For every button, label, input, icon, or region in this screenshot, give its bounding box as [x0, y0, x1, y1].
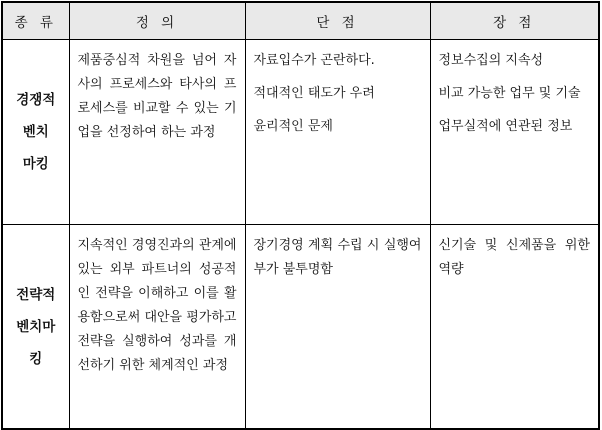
advantage-item: 비교 가능한 업무 및 기술: [438, 86, 581, 101]
disadvantage-cell: [245, 225, 430, 430]
advantage-cell: [430, 40, 599, 225]
benchmarking-table: [1, 1, 600, 430]
type-label-line: 벤치: [22, 124, 49, 140]
header-advantage: 장 점: [430, 2, 599, 40]
table-row: [2, 225, 599, 430]
type-label-line: 전략적: [16, 286, 56, 303]
advantage-item: 업무실적에 연관된 정보: [438, 119, 573, 134]
disadvantage-item: 윤리적인 문제: [253, 119, 333, 134]
disadvantage-cell: [245, 40, 430, 225]
type-cell: [2, 225, 69, 430]
header-disadvantage: 단 점: [245, 2, 430, 40]
disadvantage-item: 장기경영 계획 수립 시 실행여부가 불투명함: [253, 238, 422, 277]
advantage-item: 정보수집의 지속성: [438, 53, 544, 68]
type-label-line: 벤치마: [16, 318, 56, 335]
type-cell: [2, 40, 69, 225]
type-label-line: 경쟁적: [16, 92, 56, 108]
type-label-line: 킹: [29, 350, 43, 367]
table-row: [2, 40, 599, 225]
definition-text: 지속적인 경영진과의 관계에 있는 외부 파트너의 성공적인 전략을 이해하고 이를 활용함으로써 대안을 평가하고 전략을 실행하여 성과를 개선하기 위한 체계적인 과정: [77, 238, 237, 373]
type-label-line: 마킹: [22, 156, 49, 172]
advantage-item: 신기술 및 신제품을 위한 역량: [438, 238, 590, 277]
definition-cell: [69, 225, 245, 430]
disadvantage-item: 자료입수가 곤란하다.: [253, 53, 375, 68]
disadvantage-item: 적대적인 태도가 우려: [253, 86, 375, 101]
header-type: 종 류: [2, 2, 69, 40]
header-definition: 정 의: [69, 2, 245, 40]
definition-text: 제품중심적 차원을 넘어 자사의 프로세스와 타사의 프로세스를 비교할 수 있는 기업을 선정하여 하는 과정: [77, 53, 237, 140]
header-row: [2, 2, 599, 40]
definition-cell: [69, 40, 245, 225]
advantage-cell: [430, 225, 599, 430]
